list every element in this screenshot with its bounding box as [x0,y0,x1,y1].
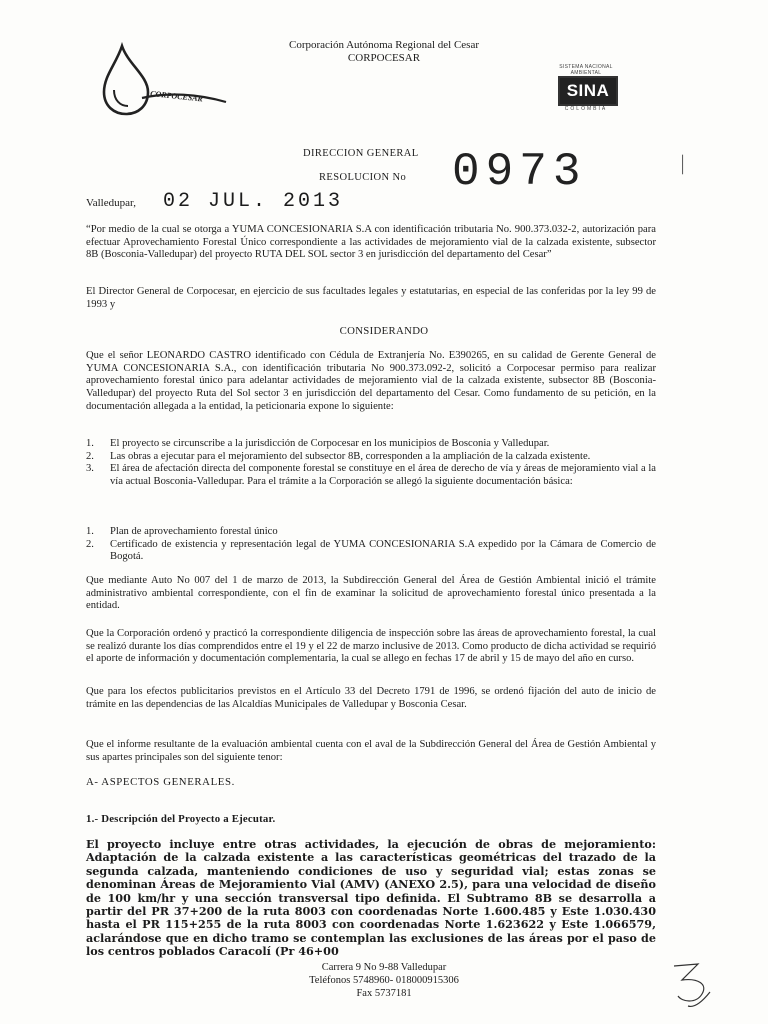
list-item: 1. El proyecto se circunscribe a la jurisdicción de Corpocesar en los municipios de Bosconia y Valledupar. [86,438,550,449]
section-1-heading: 1.- Descripción del Proyecto a Ejecutar. [86,813,276,825]
paragraph-4: Que para los efectos publicitarios previstos en el Artículo 33 del Decreto 1791 de 1996, se ordenó fijación del auto de inicio de trámite en las dependencias de las Alcaldías Municipales de Valledupar y Bosconia Cesar. [86,686,656,710]
considerando-heading: CONSIDERANDO [339,325,429,337]
resolution-label: RESOLUCION No [319,172,407,183]
paragraph-3: Que la Corporación ordenó y practicó la correspondiente diligencia de inspección sobre las áreas de aprovechamiento forestal, la cual se realizó durante los días comprendidos entre el 19 y el 22 de marzo inclusive de 2013. Como producto de dicha actividad se requirió el aporte de información y documentación complementaria, la cual se allego en fechas 17 de abril y 15 de mayo del año en curso. [86,628,656,665]
sina-bottom-text: COLOMBIA [564,106,608,112]
tick-mark: ᛁ [676,152,690,177]
sina-label: SINA [558,76,618,106]
paragraph-5: Que el informe resultante de la evaluación ambiental cuenta con el aval de la Subdirección General del Área de Gestión Ambiental y sus apartes principales son del siguiente tenor: [86,739,656,763]
resolution-number: 0973 [452,146,587,198]
preamble: “Por medio de la cual se otorga a YUMA CONCESIONARIA S.A con identificación tributaria No. 900.373.032-2, autorización para efectuar Aprovechamiento Forestal Único correspondiente a las actividades de mejoramiento vial de la calzada existente, subsector 8B (Bosconia-Valledupar) del proyecto RUTA DEL SOL sector 3 en jurisdicción del departamento del Cesar” [86,224,656,261]
sina-logo [550,64,622,114]
institution-name: Corporación Autónoma Regional del Cesar [288,39,479,51]
paragraph-6: El proyecto incluye entre otras actividades, la ejecución de obras de mejoramiento: Adaptación de la calzada existente a las características geométricas del trazado de la segunda calzada, manteniendo condiciones de uso y seguridad vial; estas zonas se denominan Áreas de Mejoramiento Vial (AMV) (ANEXO 2.5), para una velocidad de diseño de 100 km/hr y una sección transversal tipo definida. El Subtramo 8B se desarrolla a partir del PR 37+200 de la ruta 8003 con coordenadas Norte 1.600.485 y Este 1.030.430 hasta el PR 115+255 de la ruta 8003 con coordenadas Norte 1.623622 y Este 1.066579, aclarándose que en dicho tramo se contemplan las exclusiones de las áreas por el paso de los centros poblados Caracolí (Pr 46+00 [86,837,656,959]
list-item: 2. Las obras a ejecutar para el mejoramiento del subsector 8B, corresponden a la ampliación de la calzada existente. [86,450,591,462]
list-item: 3. El área de afectación directa del componente forestal se constituye en el área de derecho de vía y áreas de mejoramiento vial a la vía actual Bosconia-Valledupar. Para el trámite a la Corporación se allegó la siguiente documentación básica: [86,463,656,488]
list-documents [86,526,656,564]
footer-address: Carrera 9 No 9-88 Valledupar [321,962,447,973]
paragraph-1: Que el señor LEONARDO CASTRO identificado con Cédula de Extranjería No. E390265, en su calidad de Gerente General de YUMA CONCESIONARIA S.A., con identificación tributaria No 900.373.092-2, solicitó a Corpocesar permiso para realizar aprovechamiento forestal único para adelantar actividades de mejoramiento vial de la calzada existente, subsector 8B (Bosconia-Valledupar) del proyecto Ruta del Sol sector 3 en jurisdicción del departamento del Cesar. Como fundamento de su petición, en la documentación allegada a la entidad, la peticionaria expone lo siguiente: [86,350,656,412]
list-item: 1. Plan de aprovechamiento forestal único [86,526,278,537]
corpocesar-logo [98,42,230,122]
logo-text: CORPOCESAR [149,89,204,104]
direccion-general: DIRECCION GENERAL [303,148,419,159]
institution-acronym: CORPOCESAR [347,52,421,64]
place: Valledupar, [86,197,136,209]
intro-paragraph: El Director General de Corpocesar, en ejercicio de sus facultades legales y estatutarias, en especial de las conferidas por la ley 99 de 1993 y [86,286,656,310]
paragraph-2: Que mediante Auto No 007 del 1 de marzo de 2013, la Subdirección General del Área de Gestión Ambiental inició el trámite administrativo ambiental correspondiente, con el fin de examinar la solicitud de aprovechamiento forestal único presentada a la entidad. [86,575,656,612]
sina-top-text: SISTEMA NACIONAL AMBIENTAL [559,64,613,76]
footer-phones: Teléfonos 5748960- 018000915306 [309,975,459,986]
resolution-date: 02 JUL. 2013 [163,190,344,213]
list-petition [86,438,656,489]
section-a-heading: A- ASPECTOS GENERALES. [86,776,235,788]
list-item: 2. Certificado de existencia y representación legal de YUMA CONCESIONARIA S.A expedido por la Cámara de Comercio de Bogotá. [86,538,656,563]
footer-fax: Fax 5737181 [356,988,412,999]
signature-mark [668,962,716,1012]
